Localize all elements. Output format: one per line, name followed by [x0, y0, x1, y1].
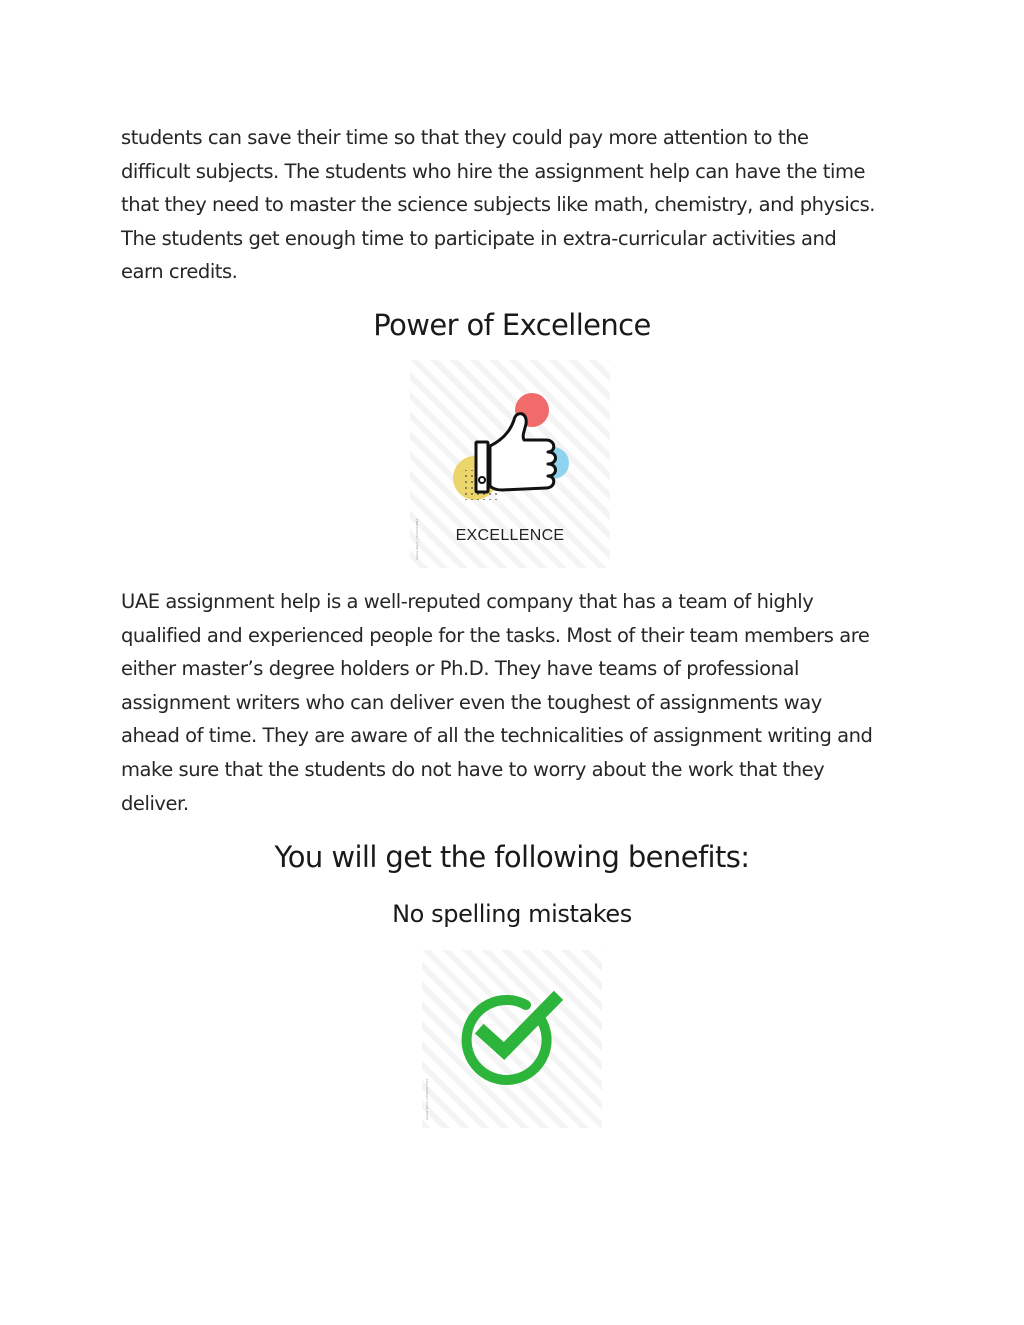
excellence-heading: Power of Excellence — [373, 308, 651, 342]
paragraph-line: qualified and experienced people for the tasks. Most of their team members are — [121, 623, 870, 647]
excellence-image — [410, 360, 610, 568]
benefits-heading: You will get the following benefits: — [274, 840, 750, 874]
paragraph-line: UAE assignment help is a well-reputed company that has a team of highly — [121, 590, 814, 613]
paragraph-line: students can save their time so that they could pay more attention to the — [121, 126, 809, 149]
paragraph-line: The students get enough time to participate in extra-curricular activities and — [121, 226, 837, 250]
spelling-illustration — [422, 950, 602, 1128]
watermark-text: Adobe Stock | #432319894 — [415, 518, 419, 560]
spelling-subheading: No spelling mistakes — [392, 900, 632, 928]
paragraph-line: deliver. — [121, 791, 189, 815]
paragraph-line: difficult subjects. The students who hire the assignment help can have the time — [121, 159, 866, 183]
paragraph-line: make sure that the students do not have to worry about the work that they — [121, 757, 825, 781]
company-paragraph — [121, 585, 911, 820]
paragraph-line: ahead of time. They are aware of all the technicalities of assignment writing and — [121, 724, 873, 748]
paragraph-line: that they need to master the science subjects like math, chemistry, and physics. — [121, 193, 876, 217]
spelling-image — [422, 950, 602, 1128]
watermark-text: Adobe Stock | #402975567 — [425, 1078, 429, 1120]
intro-paragraph — [121, 121, 911, 289]
excellence-caption: EXCELLENCE — [455, 527, 565, 544]
paragraph-line: earn credits. — [121, 260, 238, 284]
paragraph-line: either master’s degree holders or Ph.D. They have teams of professional — [121, 657, 800, 681]
paragraph-line: assignment writers who can deliver even the toughest of assignments way — [121, 690, 822, 714]
